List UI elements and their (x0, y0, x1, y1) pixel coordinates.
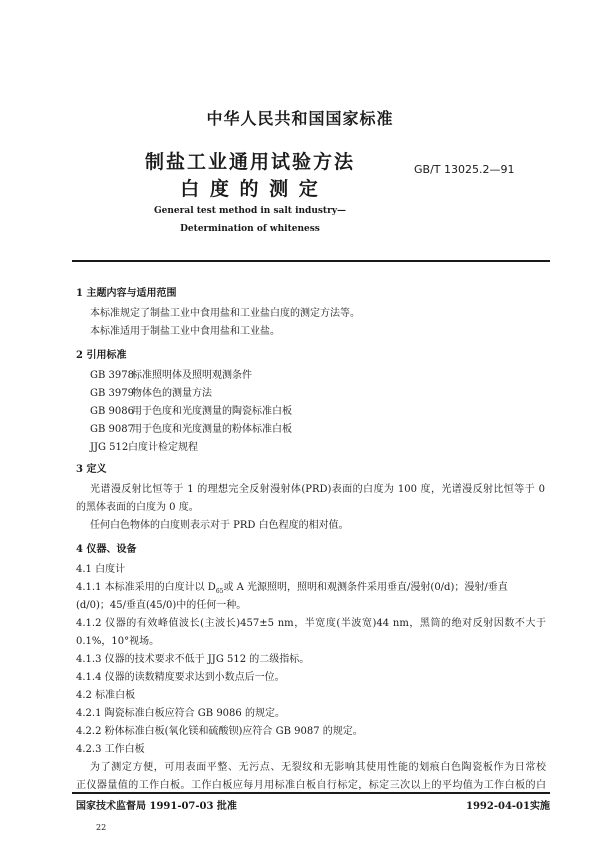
reference-code: GB 3978 (90, 370, 134, 381)
section-1-paragraph-2: 本标准适用于制盐工业中食用盐和工业盐。 (90, 326, 280, 337)
section-2-heading: 2 引用标准 (76, 350, 127, 361)
reference-title: 物体色的测量方法 (132, 388, 212, 399)
footer-rule (72, 792, 550, 794)
reference-item (90, 384, 212, 399)
reference-code: GB 3979 (90, 388, 134, 399)
page-number: 22 (96, 823, 107, 832)
clause-4-1-1-text-a: 4.1.1 本标准采用的白度计以 D (76, 582, 216, 593)
clause-4-1: 4.1 白度计 (76, 564, 126, 575)
clause-4-1-1-line1 (76, 578, 546, 595)
english-title-line1: General test method in salt industry— (153, 206, 347, 216)
reference-item (90, 402, 292, 417)
clause-4-2-2: 4.2.2 粉体标准白板(氧化镁和硫酸钡)应符合 GB 9087 的规定。 (76, 726, 363, 737)
reference-title: 用于色度和光度测量的陶瓷标准白板 (132, 406, 292, 417)
definition-paragraph-line2: 的黑体表面的白度为 0 度。 (76, 502, 199, 513)
national-standard-heading: 中华人民共和国国家标准 (206, 109, 394, 128)
reference-code: JJG 512 (90, 442, 129, 453)
definition-paragraph-2: 任何白色物体的白度则表示对于 PRD 白色程度的相对值。 (90, 520, 349, 531)
reference-code: GB 9087 (90, 424, 134, 435)
reference-code: GB 9086 (90, 406, 134, 417)
section-1-heading: 1 主题内容与适用范围 (76, 288, 177, 299)
clause-4-1-2-line1: 4.1.2 仪器的有效峰值波长(主波长)457±5 nm，半宽度(半波宽)44 nm，黑筒的绝对反射因数不大于 (76, 618, 546, 628)
clause-4-1-1-text-b: 或 A 光源照明，照明和观测条件采用垂直/漫射(0/d)；漫射/垂直 (223, 582, 508, 593)
implementation-date: 1992-04-01实施 (466, 801, 550, 812)
section-1-paragraph-1: 本标准规定了制盐工业中食用盐和工业盐白度的测定方法等。 (90, 308, 360, 319)
definition-paragraph-line1: 光谱漫反射比恒等于 1 的理想完全反射漫射体(PRD)表面的白度为 100 度，光谱漫反射比恒等于 0 (90, 484, 545, 494)
clause-4-1-1-line2: (d/0)；45/垂直(45/0)中的任何一种。 (76, 600, 247, 611)
section-4-heading: 4 仪器、设备 (76, 544, 137, 555)
reference-item (90, 366, 252, 381)
reference-item (90, 420, 292, 435)
clause-4-2-3-line1: 为了测定方便，可用表面平整、无污点、无裂纹和无影响其使用性能的划痕白色陶瓷板作为日常校 (90, 762, 546, 772)
document-title-line1: 制盐工业通用试验方法 (144, 151, 355, 173)
english-title-line2: Determination of whiteness (180, 224, 320, 234)
reference-item (90, 438, 198, 453)
standard-code: GB/T 13025.2—91 (414, 163, 515, 176)
clause-4-2-1: 4.2.1 陶瓷标准白板应符合 GB 9086 的规定。 (76, 708, 285, 719)
clause-4-1-2-line2: 0.1%，10°视场。 (76, 636, 160, 647)
document-title-line2: 白 度 的 测 定 (180, 178, 320, 200)
reference-title: 白度计检定规程 (128, 442, 198, 453)
clause-4-2: 4.2 标准白板 (76, 690, 136, 701)
d65-subscript: 65 (215, 588, 224, 595)
clause-4-1-3: 4.1.3 仪器的技术要求不低于 JJG 512 的二级指标。 (76, 654, 310, 665)
approval-line: 国家技术监督局 1991-07-03 批准 (76, 801, 237, 812)
clause-4-2-3: 4.2.3 工作白板 (76, 744, 145, 755)
section-3-heading: 3 定义 (76, 464, 107, 475)
reference-title: 标准照明体及照明观测条件 (132, 370, 252, 381)
clause-4-1-4: 4.1.4 仪器的读数精度要求达到小数点后一位。 (76, 672, 285, 683)
header-rule (72, 260, 550, 262)
reference-title: 用于色度和光度测量的粉体标准白板 (132, 424, 292, 435)
clause-4-2-3-line2: 正仪器量值的工作白板。工作白板应每月用标准白板自行标定，标定三次以上的平均值为工作白板的白 (76, 780, 546, 790)
